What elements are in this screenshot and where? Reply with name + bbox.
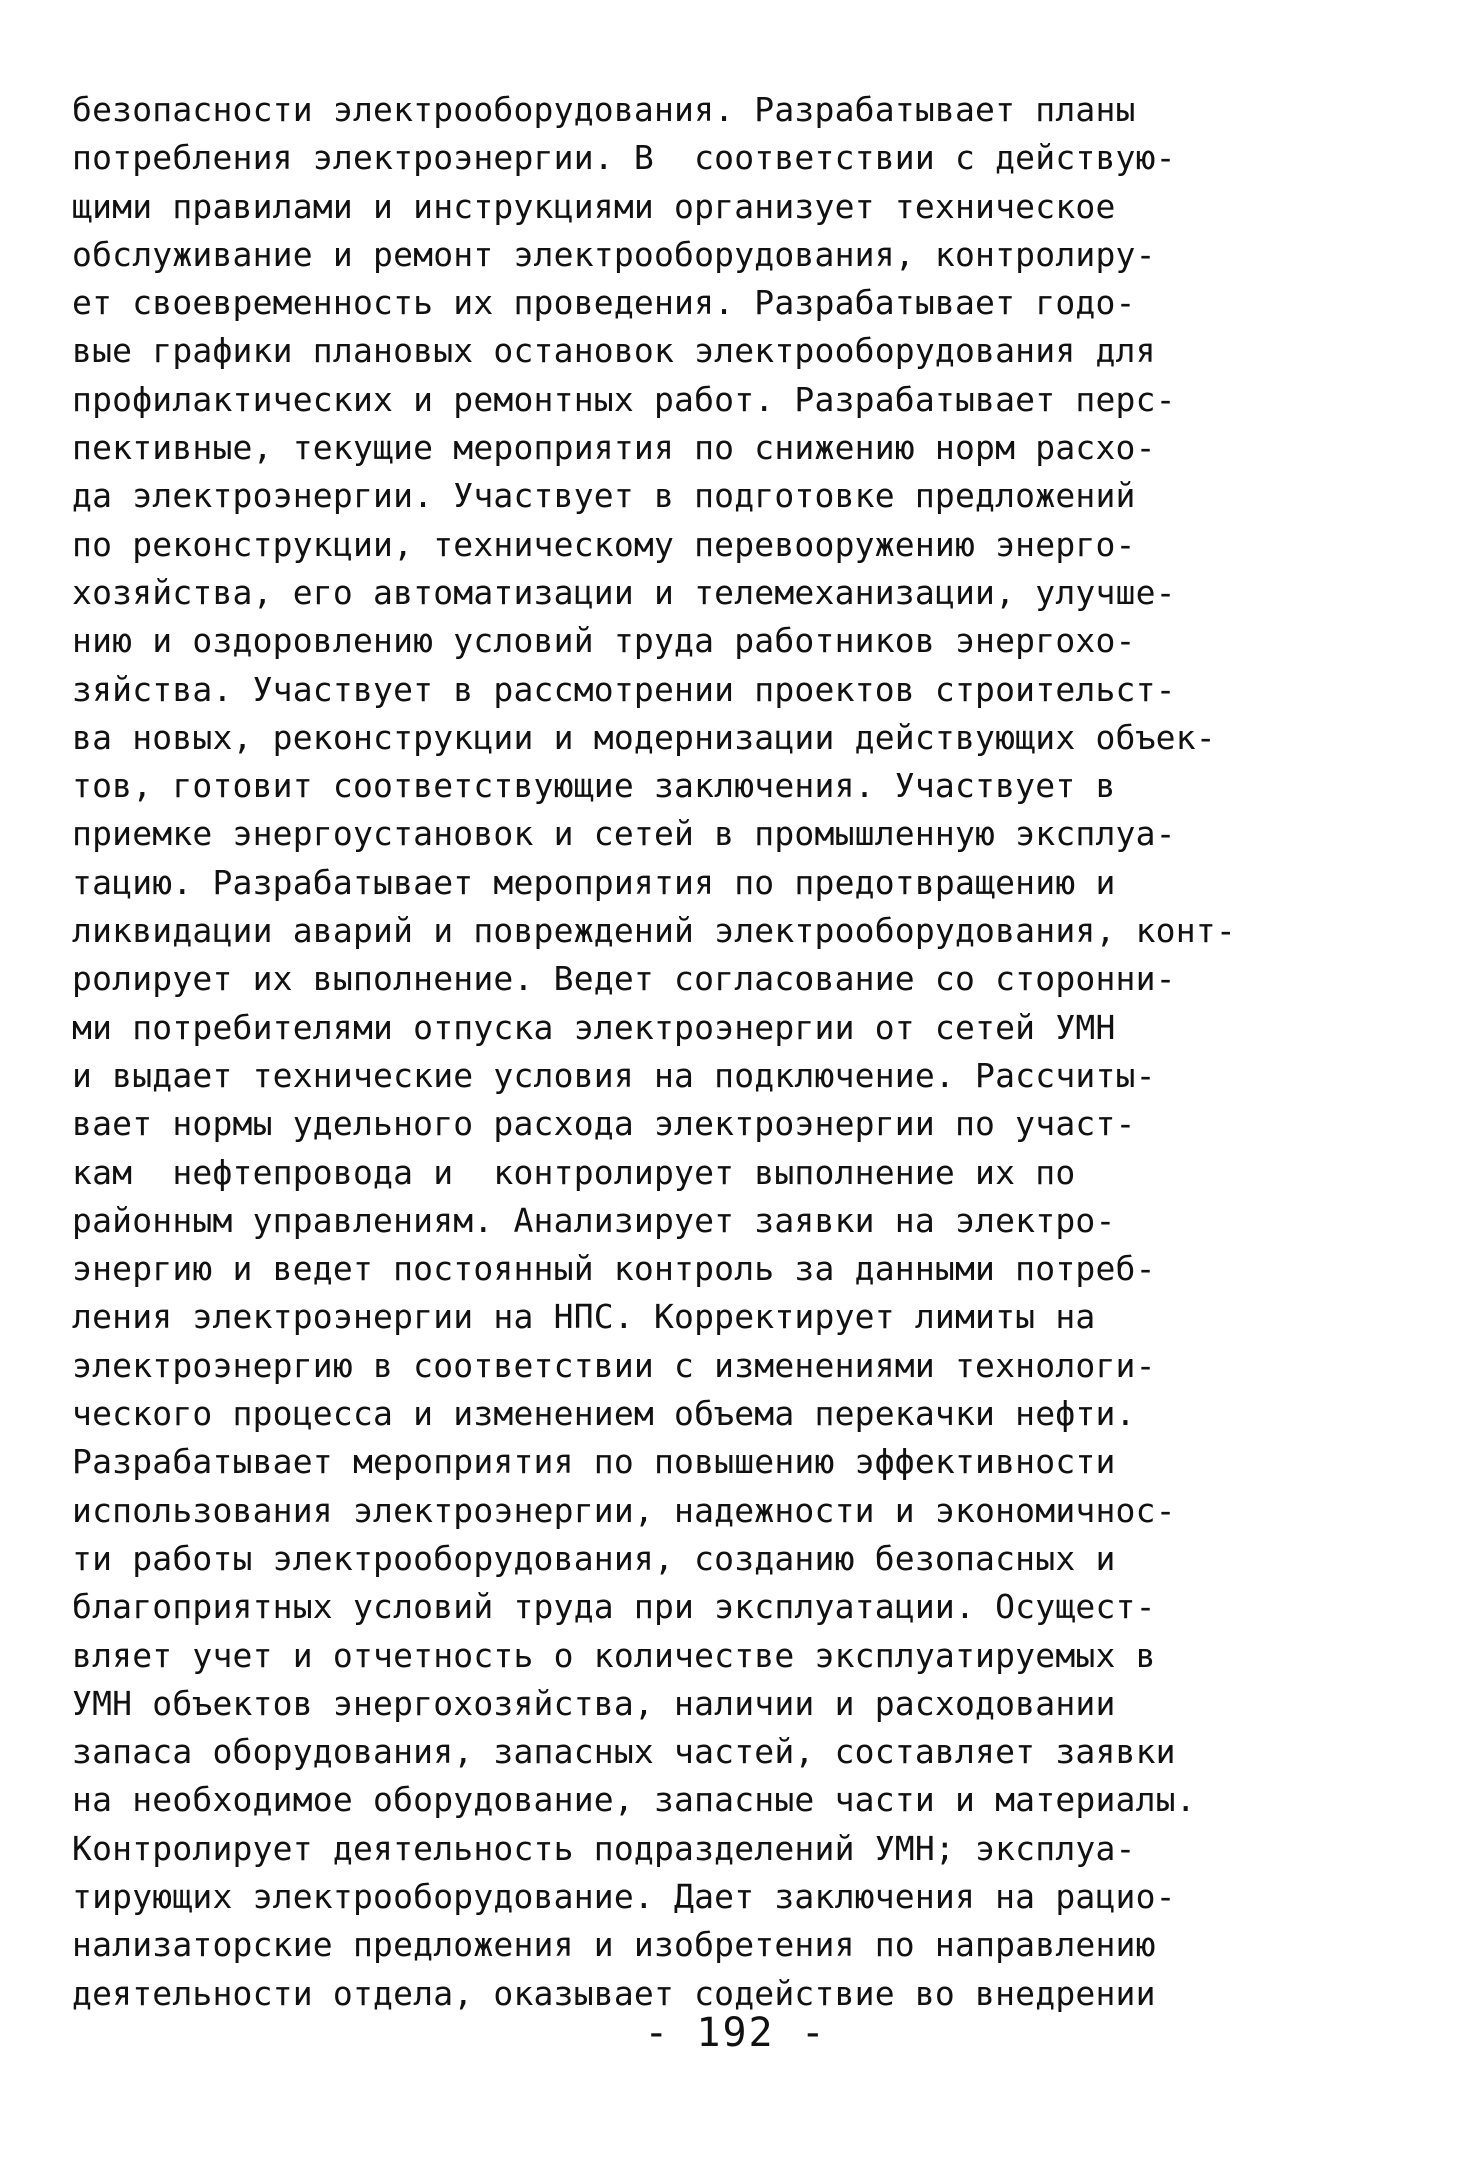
text-line: ти работы электрооборудования, созданию безопасных и <box>72 1538 1116 1578</box>
text-line: тирующих электрооборудование. Дает заключения на рацио- <box>72 1876 1176 1916</box>
text-line: щими правилами и инструкциями организует техническое <box>72 186 1116 226</box>
text-line: энергию и ведет постоянный контроль за данными потреб- <box>72 1249 1156 1289</box>
text-line: УМН объектов энергохозяйства, наличии и расходовании <box>72 1683 1116 1723</box>
text-line: ликвидации аварий и повреждений электрооборудования, конт- <box>72 911 1236 951</box>
page-number: - 192 - <box>644 2010 827 2056</box>
text-line: ва новых, реконструкции и модернизации действующих объек- <box>72 717 1216 757</box>
text-line: ролирует их выполнение. Ведет согласование со сторонни- <box>72 959 1176 999</box>
text-line: вляет учет и отчетность о количестве эксплуатируемых в <box>72 1635 1156 1675</box>
text-line: профилактических и ремонтных работ. Разрабатывает перс- <box>72 379 1176 419</box>
text-line: обслуживание и ремонт электрооборудования, контролиру- <box>72 234 1156 274</box>
text-line: Разрабатывает мероприятия по повышению эффективности <box>72 1442 1116 1482</box>
text-line: тацию. Разрабатывает мероприятия по предотвращению и <box>72 862 1116 902</box>
text-line: потребления электроэнергии. В соответствии с действую- <box>72 138 1176 178</box>
text-line: районным управлениям. Анализирует заявки на электро- <box>72 1200 1116 1240</box>
text-line: да электроэнергии. Участвует в подготовке предложений <box>72 476 1136 516</box>
text-line: по реконструкции, техническому перевооружению энерго- <box>72 524 1136 564</box>
text-line: хозяйства, его автоматизации и телемеханизации, улучше- <box>72 572 1176 612</box>
text-line: кам нефтепровода и контролирует выполнение их по <box>72 1152 1076 1192</box>
text-line: ческого процесса и изменением объема перекачки нефти. <box>72 1394 1136 1434</box>
text-line: нализаторские предложения и изобретения по направлению <box>72 1925 1156 1965</box>
text-line: вает нормы удельного расхода электроэнергии по участ- <box>72 1104 1136 1144</box>
text-line: тов, готовит соответствующие заключения. Участвует в <box>72 766 1116 806</box>
text-line: пективные, текущие мероприятия по снижению норм расхо- <box>72 428 1156 468</box>
body-text <box>72 86 1412 2018</box>
text-line: приемке энергоустановок и сетей в промышленную эксплуа- <box>72 814 1176 854</box>
text-line: ет своевременность их проведения. Разрабатывает годо- <box>72 283 1136 323</box>
text-line: благоприятных условий труда при эксплуатации. Осущест- <box>72 1587 1156 1627</box>
text-line: ления электроэнергии на НПС. Корректирует лимиты на <box>72 1297 1096 1337</box>
text-line: нию и оздоровлению условий труда работников энергохо- <box>72 621 1136 661</box>
text-line: использования электроэнергии, надежности и экономичнос- <box>72 1490 1176 1530</box>
text-line: деятельности отдела, оказывает содействие во внедрении <box>72 1973 1156 2013</box>
text-line: запаса оборудования, запасных частей, составляет заявки <box>72 1732 1176 1772</box>
text-line: электроэнергию в соответствии с изменениями технологи- <box>72 1345 1156 1385</box>
text-line: на необходимое оборудование, запасные части и материалы. <box>72 1780 1196 1820</box>
text-line: и выдает технические условия на подключение. Рассчиты- <box>72 1055 1156 1095</box>
text-line: безопасности электрооборудования. Разрабатывает планы <box>72 90 1136 129</box>
text-line: вые графики плановых остановок электрооборудования для <box>72 331 1156 371</box>
text-line: ми потребителями отпуска электроэнергии от сетей УМН <box>72 1007 1116 1047</box>
text-line: Контролирует деятельность подразделений УМН; эксплуа- <box>72 1828 1136 1868</box>
text-line: зяйства. Участвует в рассмотрении проектов строительст- <box>72 669 1176 709</box>
